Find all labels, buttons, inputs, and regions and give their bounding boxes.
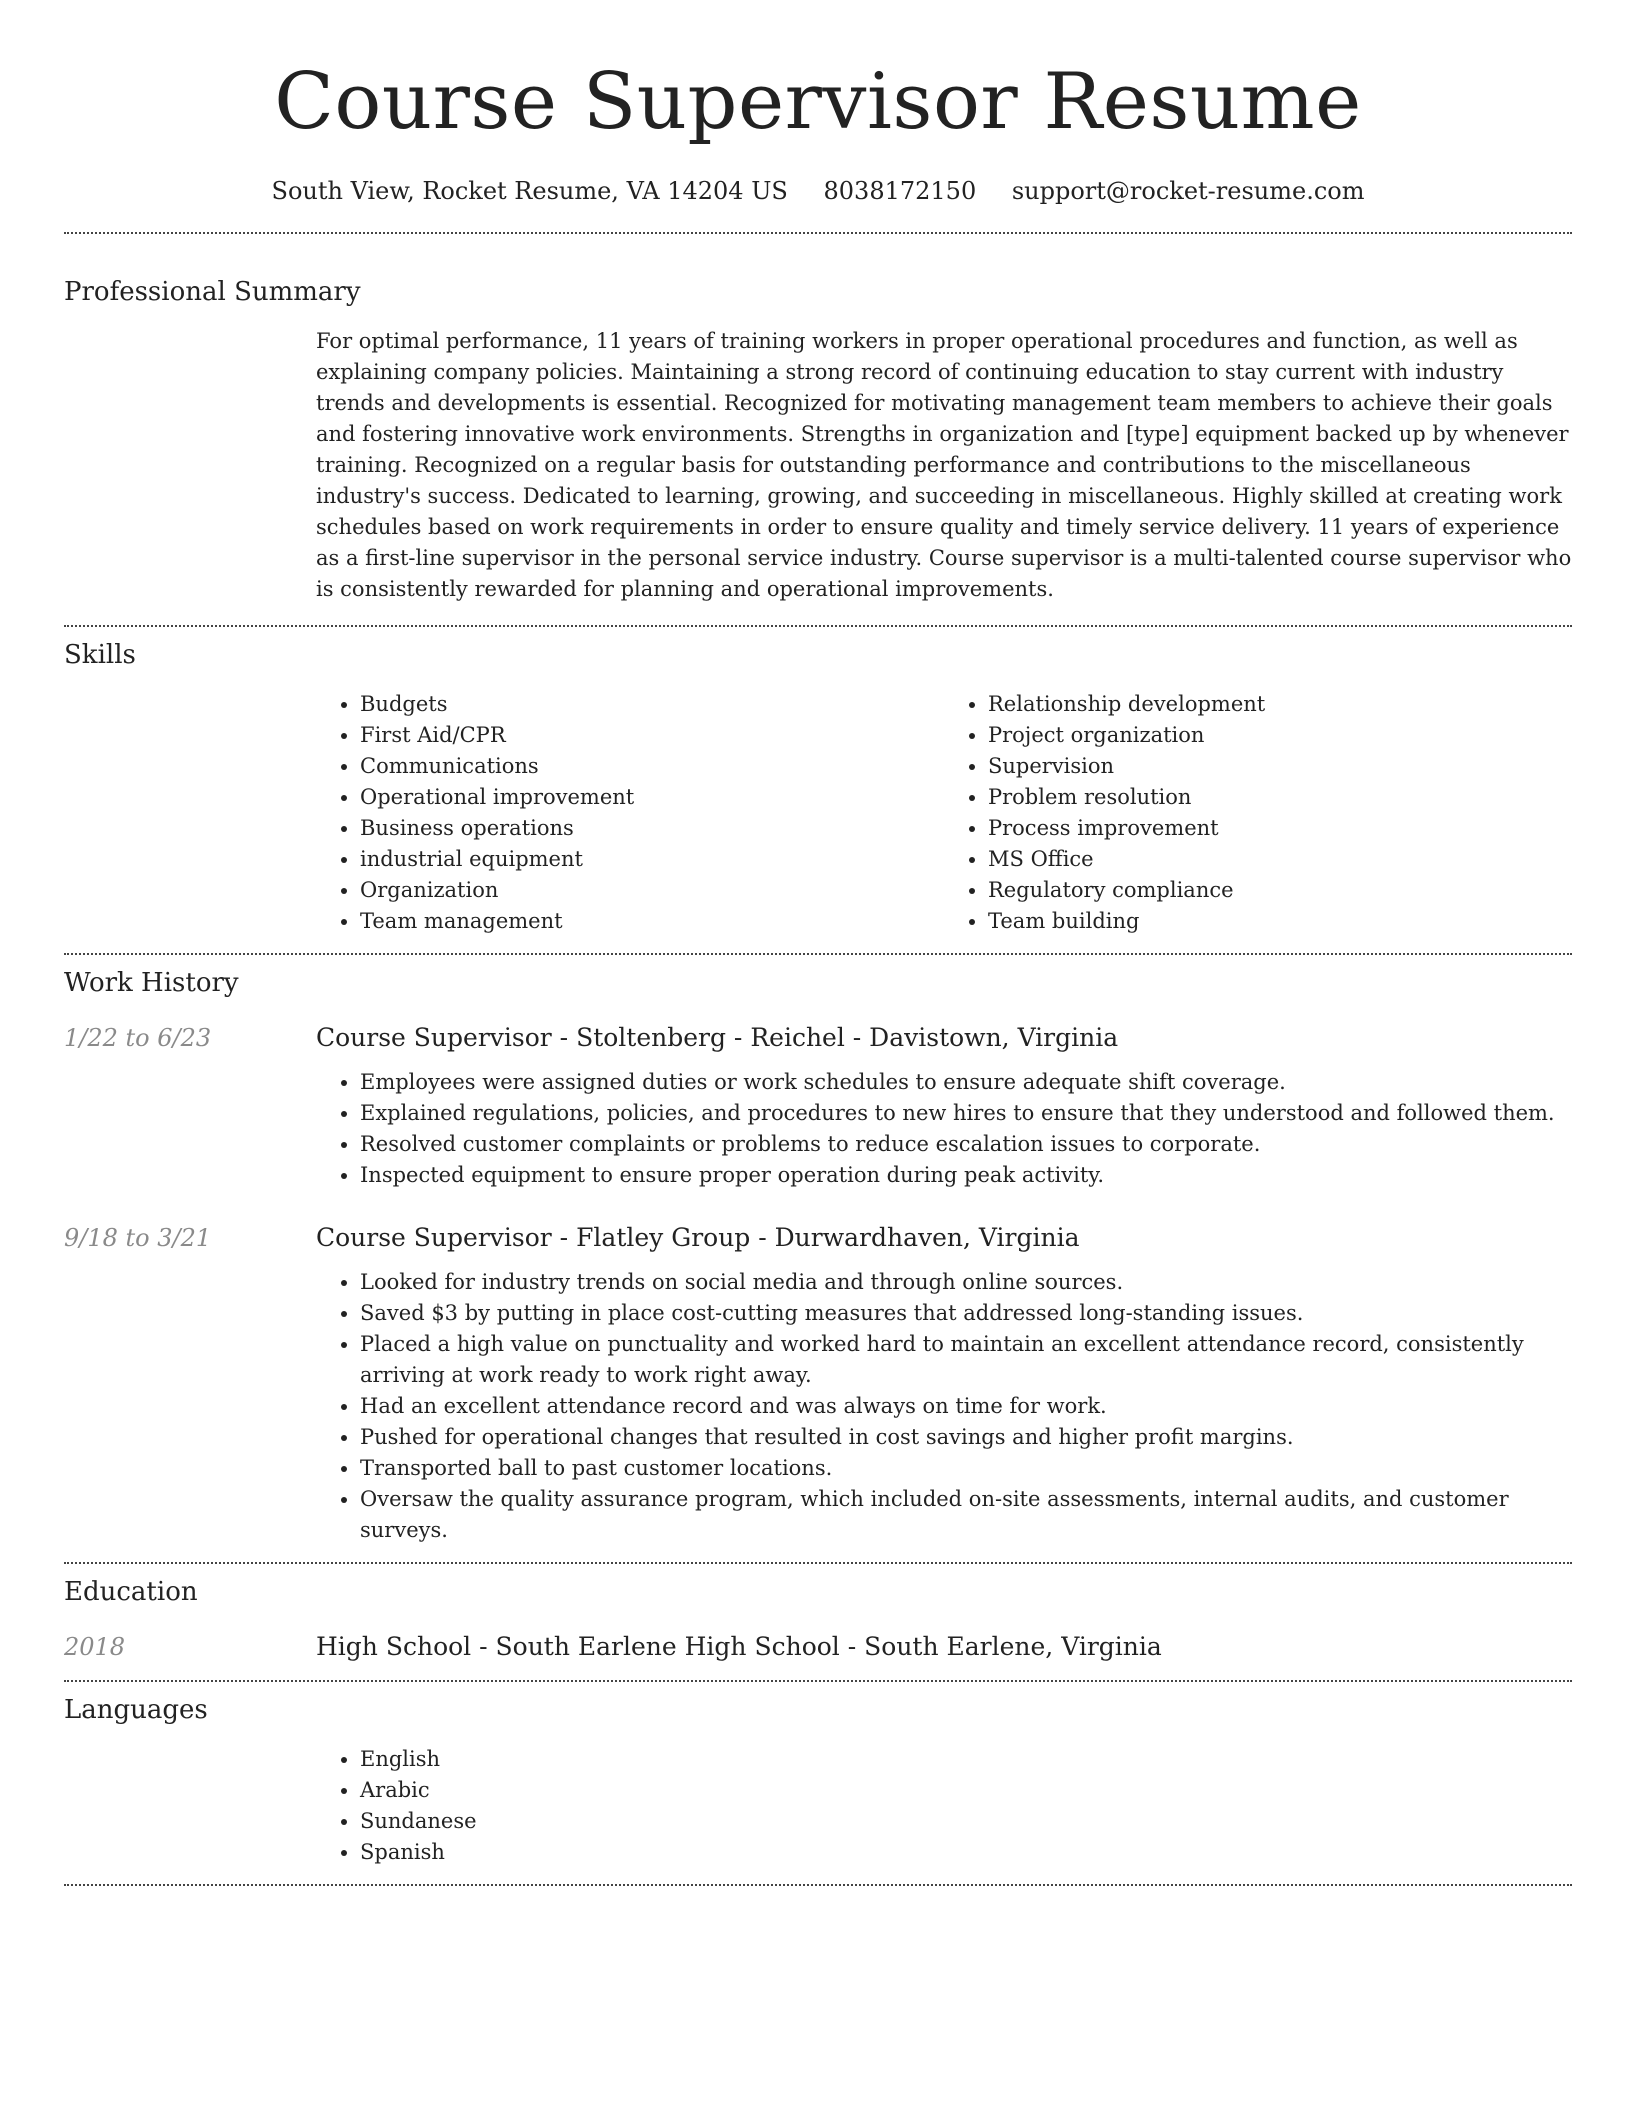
skill-item: • Relationship development	[988, 689, 1572, 720]
job-bullet: • Inspected equipment to ensure proper operation during peak activity.	[360, 1160, 1572, 1191]
job-bullet: • Looked for industry trends on social media and through online sources.	[360, 1267, 1572, 1298]
language-item: • Spanish	[360, 1837, 1572, 1868]
skill-item: • Organization	[360, 875, 944, 906]
job-title: Course Supervisor - Flatley Group - Durwardhaven, Virginia	[316, 1223, 1080, 1252]
language-item: • Arabic	[360, 1775, 1572, 1806]
summary-title: Professional Summary	[64, 277, 361, 307]
skill-item: • Communications	[360, 751, 944, 782]
divider	[64, 1562, 1572, 1564]
divider	[64, 625, 1572, 627]
skills-list-right	[944, 689, 1572, 937]
language-item: • Sundanese	[360, 1806, 1572, 1837]
job-bullets	[316, 1067, 1572, 1191]
job-dates: 9/18 to 3/21	[64, 1224, 212, 1252]
summary-text: For optimal performance, 11 years of training workers in proper operational procedures and function, as well as explaining company policies. Maintaining a strong record of continuing education to stay current with industry trends and developments is essential. Recognized for motivating management team members to achieve their goals and fostering innovative work environments. Strengths in organization and [type] equipment backed up by whenever training. Recognized on a regular basis for outstanding performance and contributions to the miscellaneous industry's success. Dedicated to learning, growing, and succeeding in miscellaneous. Highly skilled at creating work schedules based on work requirements in order to ensure quality and timely service delivery. 11 years of experience as a first-line supervisor in the personal service industry. Course supervisor is a multi-talented course supervisor who is consistently rewarded for planning and operational improvements.	[316, 329, 1572, 601]
skill-item: • Project organization	[988, 720, 1572, 751]
divider	[64, 1680, 1572, 1682]
job-bullets	[316, 1267, 1572, 1546]
languages-title: Languages	[64, 1695, 208, 1725]
job-entry	[64, 1221, 1572, 1546]
job-bullet: • Saved $3 by putting in place cost-cutting measures that addressed long-standing issues.	[360, 1298, 1572, 1329]
skills-list-left	[316, 689, 944, 937]
education-year: 2018	[64, 1633, 126, 1661]
skill-item: • industrial equipment	[360, 844, 944, 875]
education-title: Education	[64, 1577, 198, 1607]
contact-phone: 8038172150	[823, 177, 977, 205]
job-dates: 1/22 to 6/23	[64, 1024, 212, 1052]
job-bullet: • Transported ball to past customer locations.	[360, 1453, 1572, 1484]
divider	[64, 232, 1572, 234]
resume-page	[64, 0, 1572, 1886]
job-bullet: • Resolved customer complaints or problems to reduce escalation issues to corporate.	[360, 1129, 1572, 1160]
job-bullet: • Explained regulations, policies, and procedures to new hires to ensure that they understood and followed them.	[360, 1098, 1572, 1129]
contact-line	[64, 174, 1572, 208]
skills-title: Skills	[64, 640, 136, 670]
resume-title: Course Supervisor Resume	[274, 57, 1362, 147]
education-entry: High School - South Earlene High School - South Earlene, Virginia	[316, 1632, 1162, 1661]
job-bullet: • Placed a high value on punctuality and worked hard to maintain an excellent attendance record, consistently arriving at work ready to work right away.	[360, 1329, 1572, 1391]
job-bullet: • Pushed for operational changes that resulted in cost savings and higher profit margins.	[360, 1422, 1572, 1453]
skill-item: • MS Office	[988, 844, 1572, 875]
divider	[64, 1884, 1572, 1886]
skill-item: • First Aid/CPR	[360, 720, 944, 751]
job-bullet: • Oversaw the quality assurance program, which included on-site assessments, internal audits, and customer surveys.	[360, 1484, 1572, 1546]
skill-item: • Problem resolution	[988, 782, 1572, 813]
skill-item: • Operational improvement	[360, 782, 944, 813]
skill-item: • Supervision	[988, 751, 1572, 782]
skill-item: • Business operations	[360, 813, 944, 844]
skill-item: • Team building	[988, 906, 1572, 937]
contact-address: South View, Rocket Resume, VA 14204 US	[271, 177, 788, 205]
education-section	[64, 1574, 1572, 1664]
skills-section	[64, 637, 1572, 937]
job-bullet: • Had an excellent attendance record and was always on time for work.	[360, 1391, 1572, 1422]
divider	[64, 953, 1572, 955]
contact-email: support@rocket-resume.com	[1011, 177, 1365, 205]
languages-section	[64, 1692, 1572, 1868]
job-entry	[64, 1021, 1572, 1191]
job-title: Course Supervisor - Stoltenberg - Reichel - Davistown, Virginia	[316, 1023, 1119, 1052]
skill-item: • Regulatory compliance	[988, 875, 1572, 906]
skill-item: • Team management	[360, 906, 944, 937]
work-section	[64, 965, 1572, 1546]
job-bullet: • Employees were assigned duties or work schedules to ensure adequate shift coverage.	[360, 1067, 1572, 1098]
languages-list	[316, 1744, 1572, 1868]
language-item: • English	[360, 1744, 1572, 1775]
skill-item: • Budgets	[360, 689, 944, 720]
work-title: Work History	[64, 968, 239, 998]
skill-item: • Process improvement	[988, 813, 1572, 844]
summary-section	[64, 274, 1572, 605]
